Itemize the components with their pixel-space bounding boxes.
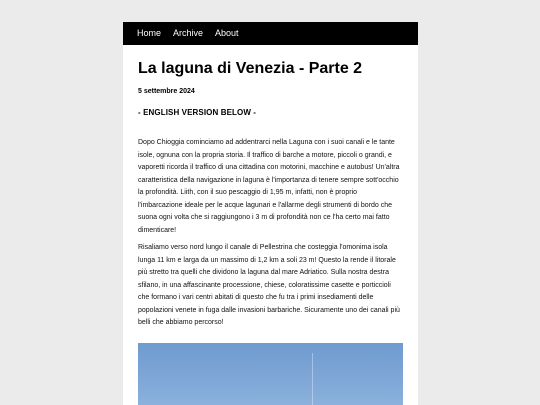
post-title: La laguna di Venezia - Parte 2	[138, 60, 363, 77]
post-photo	[138, 343, 403, 405]
post-paragraph: Risaliamo verso nord lungo il canale di Pellestrina che costeggia l'omonima isola lunga 11 km e larga da un massimo di 1,2 km a soli 23 m! Questo la rende il litorale più stretto tra quelli che dividono la laguna dal mare Adriatico. Sulla nostra destra sfilano, in una affascinante processione, chiese, coloratissime casette e porticcioli che formano i vari centri abitati di questo che fu tra i primi insediamenti delle popolazioni venete in fuga dalle invasioni barbariche. Sicuramente uno dei canali più belli che abbiamo percorso!	[138, 244, 400, 326]
english-version-note: - ENGLISH VERSION BELOW -	[138, 108, 257, 117]
post-date: 5 settembre 2024	[138, 88, 195, 95]
blog-page	[123, 22, 418, 405]
nav-about-link[interactable]: About	[215, 28, 239, 38]
post-article	[123, 59, 418, 405]
nav-archive-link[interactable]: Archive	[173, 28, 204, 38]
nav-home-link[interactable]: Home	[137, 28, 162, 38]
post-paragraph: Dopo Chioggia cominciamo ad addentrarci nella Laguna con i suoi canali e le tante isole, ognuna con la propria storia. Il traffico di barche a motore, piccoli o grandi, e vaporetti ricorda il traffico di una cittadina con motorini, macchine e autobus! Un'altra caratteristica della navigazione in laguna è l'importanza di tenere sempre sott'occhio la profondità. Liith, con il suo pescaggio di 1,95 m, infatti, non è proprio l'imbarcazione ideale per le acque lagunari e l'allarme degli strumenti di bordo che suona ogni volta che si raggiungono i 3 m di profondità non ce l'ha certo mai fatto dimenticare!	[138, 139, 400, 234]
photo-mast-detail	[312, 353, 313, 405]
top-navbar	[123, 22, 418, 45]
